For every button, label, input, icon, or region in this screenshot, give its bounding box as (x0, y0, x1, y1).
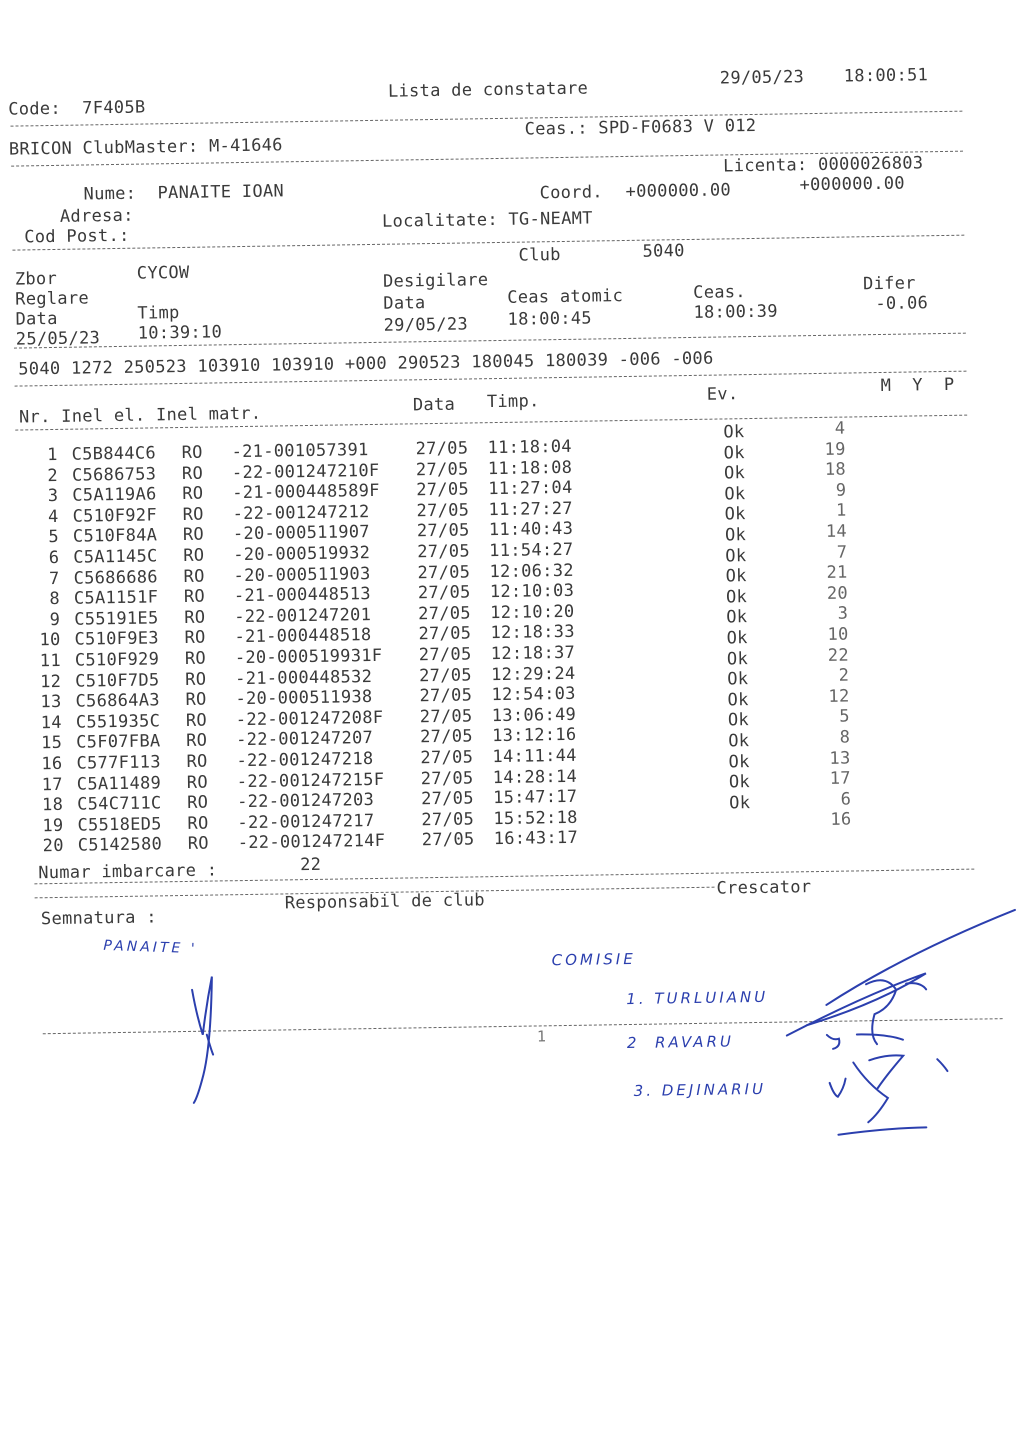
col-myp: M Y P (880, 374, 955, 396)
ceas-atomic-label: Ceas atomic (507, 286, 624, 308)
ring-matricol: -22-001247201 (234, 604, 372, 627)
position: 16 (830, 809, 852, 831)
row-number: 16 (41, 753, 63, 775)
ring-electronic: C510F92F (72, 505, 158, 527)
position: 9 (835, 480, 847, 501)
ring-matricol: -20-000511938 (235, 687, 373, 710)
handwritten-member-2: 2 RAVARU (626, 1032, 735, 1053)
row-number: 20 (42, 836, 64, 857)
row-number: 17 (41, 774, 64, 795)
arrival-time: 12:54:03 (491, 684, 576, 706)
arrival-time: 13:06:49 (491, 704, 577, 726)
club-value: 5040 (642, 241, 685, 262)
ring-country: RO (182, 504, 204, 525)
arrival-time: 12:29:24 (491, 663, 576, 685)
ring-matricol: -20-000511907 (232, 522, 371, 545)
responsabil-label: Responsabil de club (284, 890, 486, 914)
position: 20 (826, 583, 849, 604)
ring-electronic: C5A119A6 (72, 484, 157, 506)
event-status: Ok (724, 504, 746, 525)
col-timp: Timp. (486, 391, 540, 413)
ring-matricol: -22-001247208F (235, 707, 384, 730)
codpost-label: Cod Post.: (24, 225, 130, 248)
position: 18 (824, 459, 847, 481)
row-number: 14 (40, 712, 63, 734)
reglare-label: Reglare (15, 288, 90, 310)
nume-label: Nume: (83, 183, 137, 205)
position: 6 (840, 789, 852, 810)
ring-electronic: C510F9E3 (74, 628, 160, 651)
row-number: 18 (41, 795, 64, 816)
semnatura-label: Semnatura : (40, 907, 157, 930)
event-status: Ok (728, 731, 750, 752)
ring-electronic: C5A11489 (76, 772, 162, 795)
event-status: Ok (724, 483, 746, 505)
col-nr-inel: Nr. Inel el. Inel matr. (18, 403, 262, 428)
coord-1: +000000.00 (625, 180, 732, 202)
ring-electronic: C5B844C6 (71, 443, 157, 465)
ring-electronic: C5686686 (73, 566, 159, 589)
position: 1 (835, 500, 847, 522)
desig-data: 29/05/23 (383, 314, 469, 336)
row-number: 15 (40, 733, 63, 754)
coord-label: Coord. (539, 182, 603, 204)
arrival-date: 27/05 (419, 665, 473, 686)
data-label: Data (15, 308, 58, 330)
arrival-date: 27/05 (415, 459, 469, 480)
page-number: 1 (536, 1027, 547, 1046)
position: 21 (826, 562, 848, 584)
ring-matricol: -22-001247207 (236, 728, 374, 751)
arrival-date: 27/05 (416, 479, 470, 501)
ring-country: RO (183, 545, 205, 566)
code-value: 7F405B (82, 97, 146, 119)
arrival-date: 27/05 (418, 603, 472, 625)
arrival-time: 14:28:14 (492, 766, 578, 788)
clubmaster-id: BRICON ClubMaster: M-41646 (8, 135, 283, 160)
arrival-date: 27/05 (416, 520, 470, 542)
event-status: Ok (723, 463, 746, 484)
licenta: Licenta: 0000026803 (723, 153, 924, 177)
ring-matricol: -22-001247217 (237, 810, 375, 833)
position: 10 (827, 624, 849, 645)
adresa-label: Adresa: (59, 205, 134, 227)
arrival-time: 12:10:03 (489, 581, 575, 603)
arrival-date: 27/05 (420, 747, 474, 769)
ceas-label: Ceas. (693, 282, 747, 303)
event-status: Ok (725, 586, 748, 608)
ring-country: RO (186, 772, 209, 793)
position: 17 (829, 768, 852, 790)
position: 14 (825, 521, 848, 542)
handwritten-member-3: 3. DEJINARIU (633, 1079, 767, 1100)
position: 12 (828, 686, 850, 707)
data2-label: Data (383, 293, 426, 314)
arrival-date: 27/05 (419, 726, 473, 748)
ring-matricol: -22-001247212 (232, 501, 370, 524)
arrival-time: 15:47:17 (492, 786, 578, 809)
arrival-time: 11:18:08 (487, 457, 573, 479)
event-status: Ok (727, 689, 749, 711)
ring-electronic: C510F84A (72, 525, 158, 548)
ring-electronic: C5A1151F (73, 587, 159, 609)
desig-ceas: 18:00:39 (693, 301, 778, 323)
code-label: Code: (8, 98, 62, 120)
ring-country: RO (185, 710, 208, 731)
row-number: 1 (46, 444, 58, 466)
position: 8 (839, 727, 851, 748)
ring-country: RO (182, 525, 205, 546)
ring-matricol: -22-001247218 (236, 749, 374, 772)
handwritten-comisie: COMISIE (551, 949, 636, 970)
row-number: 9 (49, 609, 61, 630)
ring-country: RO (187, 833, 210, 855)
arrival-date: 27/05 (415, 438, 469, 460)
arrival-date: 27/05 (420, 768, 474, 789)
row-number: 12 (39, 671, 62, 692)
position: 5 (839, 706, 851, 728)
ring-electronic: C510F7D5 (75, 669, 160, 692)
ring-country: RO (186, 751, 208, 772)
arrival-time: 11:27:04 (488, 478, 573, 500)
ring-country: RO (181, 442, 203, 463)
desig-atomic: 18:00:45 (507, 308, 593, 330)
arrival-date: 27/05 (418, 644, 472, 666)
arrival-time: 14:11:44 (492, 745, 577, 768)
arrival-date: 27/05 (416, 500, 470, 522)
ring-country: RO (184, 628, 206, 649)
position: 19 (824, 439, 846, 460)
event-status: Ok (725, 566, 747, 587)
ring-matricol: -21-000448518 (234, 625, 372, 648)
col-ev: Ev. (706, 384, 739, 405)
row-number: 13 (40, 692, 62, 713)
arrival-date: 27/05 (417, 541, 471, 563)
ring-electronic: C5F07FBA (76, 731, 161, 754)
ring-country: RO (183, 586, 206, 608)
event-status: Ok (729, 792, 751, 814)
timp-label: Timp (137, 302, 180, 324)
localitate: Localitate: TG-NEAMT (381, 208, 593, 232)
event-status: Ok (728, 772, 751, 793)
row-number: 10 (39, 630, 61, 651)
event-status: Ok (723, 442, 745, 464)
ring-country: RO (184, 648, 207, 669)
ring-matricol: -22-001247215F (236, 769, 385, 792)
difer-label: Difer (862, 273, 916, 295)
arrival-date: 27/05 (417, 582, 471, 604)
ring-country: RO (185, 689, 207, 711)
position: 7 (836, 542, 848, 563)
row-number: 4 (47, 506, 59, 527)
position: 13 (829, 748, 851, 769)
arrival-date: 27/05 (420, 788, 474, 810)
ring-matricol: -21-000448589F (232, 481, 380, 504)
document-title: Lista de constatare (387, 78, 589, 102)
arrival-time: 16:43:17 (493, 828, 579, 850)
club-label: Club (518, 245, 561, 266)
arrival-date: 27/05 (421, 809, 475, 831)
row-number: 2 (47, 465, 59, 486)
ring-country: RO (181, 463, 204, 484)
numar-label: Numar imbarcare : (38, 860, 218, 884)
ring-matricol: -22-001247210F (231, 460, 380, 483)
header-time: 18:00:51 (843, 65, 929, 87)
ring-matricol: -22-001247214F (237, 831, 386, 854)
header-date: 29/05/23 (719, 67, 805, 89)
ring-country: RO (184, 607, 206, 628)
ring-matricol: -20-000511903 (233, 563, 371, 586)
row-number: 7 (48, 568, 60, 589)
ring-country: RO (186, 731, 208, 752)
event-status: Ok (726, 628, 748, 649)
ring-electronic: C54C711C (77, 793, 162, 815)
event-status: Ok (723, 422, 745, 443)
event-status: Ok (727, 669, 749, 690)
ring-electronic: C5518ED5 (77, 814, 162, 836)
position: 22 (827, 645, 850, 666)
row-number: 5 (48, 527, 60, 548)
ring-country: RO (186, 792, 209, 814)
zbor-label: Zbor (14, 268, 58, 290)
ring-electronic: C5142580 (77, 834, 163, 857)
summary-code-line: 5040 1272 250523 103910 103910 +000 290523 180045 180039 -006 -006 (18, 348, 714, 380)
reglare-data: 25/05/23 (15, 328, 101, 350)
arrival-time: 12:18:33 (490, 622, 575, 644)
clock-id: Ceas.: SPD-F0683 V 012 (524, 115, 757, 140)
zbor-value: CYCOW (136, 262, 190, 284)
ring-matricol: -20-000519932 (233, 543, 371, 566)
arrival-time: 11:27:27 (488, 498, 574, 520)
arrival-date: 27/05 (419, 685, 473, 707)
arrival-date: 27/05 (419, 706, 473, 728)
arrival-time: 11:40:43 (488, 519, 574, 541)
event-status: Ok (726, 648, 749, 670)
handwritten-member-1: 1. TURLUIANU (626, 987, 769, 1009)
position: 4 (834, 418, 846, 439)
arrival-time: 11:18:04 (487, 436, 573, 459)
row-number: 3 (47, 486, 59, 507)
event-status: Ok (727, 710, 750, 731)
row-number: 19 (42, 815, 64, 837)
arrival-time: 13:12:16 (491, 725, 577, 747)
ring-country: RO (182, 483, 204, 505)
arrival-date: 27/05 (418, 623, 472, 645)
ring-electronic: C551935C (75, 711, 161, 733)
ring-country: RO (185, 669, 207, 690)
owner-name: PANAITE IOAN (157, 181, 285, 204)
position: 2 (838, 665, 850, 686)
arrival-time: 12:10:20 (490, 601, 575, 623)
reglare-timp: 10:39:10 (137, 322, 223, 344)
event-status: Ok (726, 607, 748, 628)
ring-electronic: C5686753 (71, 463, 157, 486)
arrival-date: 27/05 (417, 562, 471, 583)
difer-value: -0.06 (875, 293, 929, 315)
ring-matricol: -21-001057391 (231, 440, 369, 463)
event-status: Ok (728, 751, 750, 773)
ring-matricol: -21-000448513 (233, 584, 372, 607)
ring-electronic: C510F929 (74, 649, 160, 671)
arrival-time: 15:52:18 (493, 807, 578, 829)
numar-value: 22 (299, 854, 322, 876)
row-number: 6 (48, 547, 60, 569)
arrival-time: 12:06:32 (489, 560, 574, 582)
col-data: Data (412, 394, 456, 416)
ring-electronic: C56864A3 (75, 690, 160, 712)
event-status: Ok (725, 545, 747, 567)
desigilare-label: Desigilare (382, 270, 489, 292)
ring-country: RO (187, 813, 209, 834)
arrival-time: 11:54:27 (489, 539, 574, 562)
position: 3 (837, 603, 849, 625)
ring-matricol: -22-001247203 (236, 790, 375, 813)
event-status: Ok (724, 525, 747, 546)
handwritten-name: PANAITE ' (103, 937, 198, 958)
arrival-date: 27/05 (421, 829, 475, 851)
ring-country: RO (183, 566, 205, 587)
ring-electronic: C577F113 (76, 752, 161, 774)
row-number: 11 (39, 650, 62, 672)
row-number: 8 (49, 589, 61, 610)
arrival-time: 12:18:37 (490, 642, 576, 665)
ring-electronic: C5A1145C (73, 546, 158, 568)
coord-2: +000000.00 (799, 173, 906, 196)
ring-matricol: -20-000519931F (234, 645, 383, 669)
crescator-label: Crescator (716, 877, 812, 899)
ring-electronic: C55191E5 (74, 608, 159, 630)
ring-matricol: -21-000448532 (235, 666, 373, 689)
